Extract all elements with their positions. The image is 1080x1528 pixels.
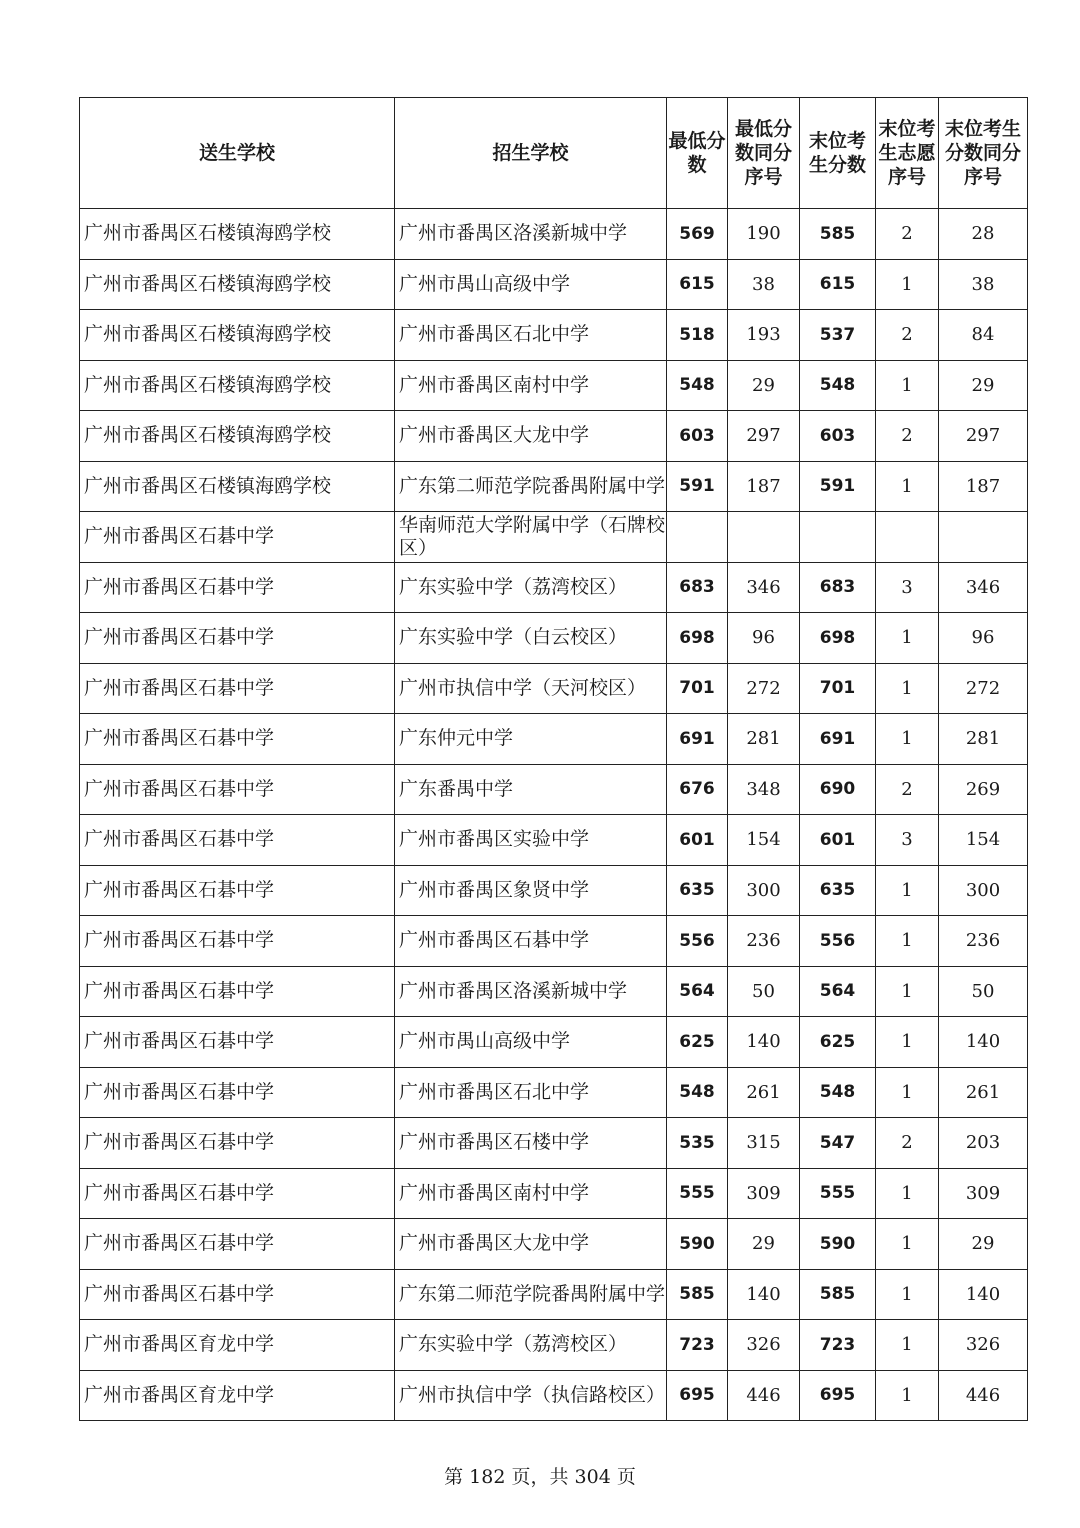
table-row [80, 1219, 1028, 1270]
min-score-cell: 564 [667, 966, 728, 1017]
last-student-score-cell: 698 [800, 613, 876, 664]
min-score-tie-rank-cell: 297 [728, 411, 800, 462]
last-student-choice-cell: 1 [876, 865, 939, 916]
last-student-score-cell: 723 [800, 1320, 876, 1371]
table-row [80, 1118, 1028, 1169]
admitting-school-cell: 广东仲元中学 [395, 714, 667, 765]
sending-school-cell: 广州市番禺区石楼镇海鸥学校 [80, 209, 395, 260]
min-score-cell: 556 [667, 916, 728, 967]
sending-school-cell: 广州市番禺区石碁中学 [80, 1168, 395, 1219]
last-student-tie-rank-cell: 272 [939, 663, 1028, 714]
last-student-choice-cell: 1 [876, 259, 939, 310]
last-student-choice-cell: 3 [876, 815, 939, 866]
last-student-tie-rank-cell: 154 [939, 815, 1028, 866]
min-score-tie-rank-cell: 261 [728, 1067, 800, 1118]
table-header-row [80, 98, 1028, 209]
admitting-school-cell: 广东实验中学（荔湾校区） [395, 1320, 667, 1371]
last-student-tie-rank-cell: 326 [939, 1320, 1028, 1371]
last-student-choice-cell: 1 [876, 1219, 939, 1270]
sending-school-cell: 广州市番禺区石碁中学 [80, 966, 395, 1017]
min-score-tie-rank-cell: 193 [728, 310, 800, 361]
admitting-school-cell: 广州市番禺区洛溪新城中学 [395, 209, 667, 260]
last-student-tie-rank-cell: 236 [939, 916, 1028, 967]
last-student-tie-rank-cell: 38 [939, 259, 1028, 310]
min-score-tie-rank-cell: 187 [728, 461, 800, 512]
min-score-tie-rank-cell: 190 [728, 209, 800, 260]
sending-school-cell: 广州市番禺区石楼镇海鸥学校 [80, 411, 395, 462]
last-student-choice-cell: 3 [876, 562, 939, 613]
admitting-school-cell: 广州市执信中学（执信路校区） [395, 1370, 667, 1421]
last-student-choice-cell: 1 [876, 966, 939, 1017]
min-score-cell: 518 [667, 310, 728, 361]
admitting-school-cell: 广州市番禺区洛溪新城中学 [395, 966, 667, 1017]
sending-school-cell: 广州市番禺区石碁中学 [80, 512, 395, 563]
min-score-cell: 695 [667, 1370, 728, 1421]
min-score-cell: 548 [667, 360, 728, 411]
min-score-cell: 676 [667, 764, 728, 815]
header-min-score-tie-rank: 最低分数同分序号 [728, 98, 800, 209]
min-score-cell: 615 [667, 259, 728, 310]
admitting-school-cell: 广州市番禺区石碁中学 [395, 916, 667, 967]
min-score-cell: 625 [667, 1017, 728, 1068]
last-student-tie-rank-cell: 300 [939, 865, 1028, 916]
min-score-cell: 691 [667, 714, 728, 765]
min-score-cell: 701 [667, 663, 728, 714]
last-student-score-cell: 556 [800, 916, 876, 967]
last-student-tie-rank-cell: 297 [939, 411, 1028, 462]
admission-score-table [79, 97, 1028, 1421]
last-student-score-cell: 591 [800, 461, 876, 512]
admitting-school-cell: 广州市番禺区象贤中学 [395, 865, 667, 916]
sending-school-cell: 广州市番禺区石碁中学 [80, 865, 395, 916]
table-row [80, 411, 1028, 462]
min-score-tie-rank-cell: 236 [728, 916, 800, 967]
min-score-cell: 590 [667, 1219, 728, 1270]
table-row [80, 865, 1028, 916]
last-student-tie-rank-cell: 269 [939, 764, 1028, 815]
last-student-tie-rank-cell [939, 512, 1028, 563]
min-score-tie-rank-cell: 326 [728, 1320, 800, 1371]
table-row [80, 1067, 1028, 1118]
min-score-tie-rank-cell: 346 [728, 562, 800, 613]
admitting-school-cell: 广东实验中学（白云校区） [395, 613, 667, 664]
sending-school-cell: 广州市番禺区石碁中学 [80, 815, 395, 866]
min-score-tie-rank-cell: 281 [728, 714, 800, 765]
min-score-cell: 601 [667, 815, 728, 866]
last-student-score-cell: 547 [800, 1118, 876, 1169]
min-score-cell: 535 [667, 1118, 728, 1169]
last-student-score-cell: 548 [800, 360, 876, 411]
header-min-score: 最低分数 [667, 98, 728, 209]
sending-school-cell: 广州市番禺区育龙中学 [80, 1320, 395, 1371]
admitting-school-cell: 广州市执信中学（天河校区） [395, 663, 667, 714]
sending-school-cell: 广州市番禺区石楼镇海鸥学校 [80, 461, 395, 512]
last-student-choice-cell: 2 [876, 764, 939, 815]
min-score-tie-rank-cell: 446 [728, 1370, 800, 1421]
page-number-footer: 第 182 页，共 304 页 [444, 1466, 636, 1488]
admitting-school-cell: 广东第二师范学院番禺附属中学 [395, 1269, 667, 1320]
last-student-tie-rank-cell: 346 [939, 562, 1028, 613]
admitting-school-cell: 华南师范大学附属中学（石牌校区） [395, 512, 667, 563]
table-row [80, 512, 1028, 563]
last-student-choice-cell: 1 [876, 663, 939, 714]
table-row [80, 613, 1028, 664]
table-row [80, 461, 1028, 512]
min-score-cell: 603 [667, 411, 728, 462]
min-score-tie-rank-cell: 154 [728, 815, 800, 866]
last-student-choice-cell: 2 [876, 209, 939, 260]
admitting-school-cell: 广州市番禺区石北中学 [395, 1067, 667, 1118]
sending-school-cell: 广州市番禺区石碁中学 [80, 613, 395, 664]
last-student-choice-cell: 1 [876, 1370, 939, 1421]
last-student-score-cell: 590 [800, 1219, 876, 1270]
last-student-choice-cell: 1 [876, 916, 939, 967]
last-student-score-cell: 615 [800, 259, 876, 310]
sending-school-cell: 广州市番禺区石碁中学 [80, 1017, 395, 1068]
last-student-choice-cell: 2 [876, 411, 939, 462]
last-student-score-cell: 585 [800, 1269, 876, 1320]
table-row [80, 360, 1028, 411]
header-sending-school: 送生学校 [80, 98, 395, 209]
min-score-tie-rank-cell: 29 [728, 1219, 800, 1270]
min-score-tie-rank-cell: 140 [728, 1017, 800, 1068]
min-score-tie-rank-cell: 272 [728, 663, 800, 714]
last-student-choice-cell: 1 [876, 714, 939, 765]
table-row [80, 1269, 1028, 1320]
min-score-cell: 683 [667, 562, 728, 613]
sending-school-cell: 广州市番禺区石碁中学 [80, 1219, 395, 1270]
min-score-cell [667, 512, 728, 563]
last-student-score-cell: 548 [800, 1067, 876, 1118]
admitting-school-cell: 广州市禺山高级中学 [395, 1017, 667, 1068]
last-student-choice-cell: 1 [876, 1067, 939, 1118]
table-row [80, 663, 1028, 714]
last-student-score-cell: 695 [800, 1370, 876, 1421]
last-student-score-cell: 690 [800, 764, 876, 815]
last-student-score-cell: 625 [800, 1017, 876, 1068]
min-score-tie-rank-cell: 309 [728, 1168, 800, 1219]
last-student-tie-rank-cell: 29 [939, 1219, 1028, 1270]
min-score-tie-rank-cell: 96 [728, 613, 800, 664]
admitting-school-cell: 广东实验中学（荔湾校区） [395, 562, 667, 613]
last-student-score-cell: 601 [800, 815, 876, 866]
last-student-tie-rank-cell: 50 [939, 966, 1028, 1017]
table-row [80, 1017, 1028, 1068]
sending-school-cell: 广州市番禺区育龙中学 [80, 1370, 395, 1421]
min-score-tie-rank-cell: 348 [728, 764, 800, 815]
last-student-choice-cell: 1 [876, 1320, 939, 1371]
last-student-tie-rank-cell: 203 [939, 1118, 1028, 1169]
admitting-school-cell: 广州市番禺区实验中学 [395, 815, 667, 866]
min-score-cell: 585 [667, 1269, 728, 1320]
sending-school-cell: 广州市番禺区石碁中学 [80, 562, 395, 613]
last-student-tie-rank-cell: 140 [939, 1269, 1028, 1320]
sending-school-cell: 广州市番禺区石楼镇海鸥学校 [80, 310, 395, 361]
header-last-student-score: 末位考生分数 [800, 98, 876, 209]
last-student-tie-rank-cell: 29 [939, 360, 1028, 411]
table-row [80, 310, 1028, 361]
last-student-choice-cell: 2 [876, 310, 939, 361]
last-student-score-cell: 555 [800, 1168, 876, 1219]
header-last-student-choice: 末位考生志愿序号 [876, 98, 939, 209]
last-student-tie-rank-cell: 187 [939, 461, 1028, 512]
admitting-school-cell: 广州市番禺区南村中学 [395, 1168, 667, 1219]
min-score-cell: 548 [667, 1067, 728, 1118]
last-student-choice-cell [876, 512, 939, 563]
min-score-cell: 635 [667, 865, 728, 916]
header-last-student-tie-rank: 末位考生分数同分序号 [939, 98, 1028, 209]
last-student-score-cell: 564 [800, 966, 876, 1017]
admitting-school-cell: 广州市番禺区大龙中学 [395, 411, 667, 462]
min-score-tie-rank-cell: 140 [728, 1269, 800, 1320]
last-student-tie-rank-cell: 309 [939, 1168, 1028, 1219]
last-student-tie-rank-cell: 281 [939, 714, 1028, 765]
last-student-choice-cell: 1 [876, 613, 939, 664]
last-student-choice-cell: 1 [876, 360, 939, 411]
admitting-school-cell: 广东第二师范学院番禺附属中学 [395, 461, 667, 512]
sending-school-cell: 广州市番禺区石碁中学 [80, 1269, 395, 1320]
admitting-school-cell: 广州市番禺区石北中学 [395, 310, 667, 361]
min-score-tie-rank-cell: 315 [728, 1118, 800, 1169]
admitting-school-cell: 广州市番禺区南村中学 [395, 360, 667, 411]
last-student-score-cell: 701 [800, 663, 876, 714]
last-student-score-cell: 691 [800, 714, 876, 765]
last-student-choice-cell: 1 [876, 1017, 939, 1068]
min-score-tie-rank-cell [728, 512, 800, 563]
sending-school-cell: 广州市番禺区石碁中学 [80, 916, 395, 967]
sending-school-cell: 广州市番禺区石楼镇海鸥学校 [80, 259, 395, 310]
table-row [80, 815, 1028, 866]
table-row [80, 714, 1028, 765]
last-student-tie-rank-cell: 28 [939, 209, 1028, 260]
last-student-score-cell: 537 [800, 310, 876, 361]
last-student-score-cell [800, 512, 876, 563]
last-student-tie-rank-cell: 261 [939, 1067, 1028, 1118]
min-score-tie-rank-cell: 29 [728, 360, 800, 411]
sending-school-cell: 广州市番禺区石碁中学 [80, 714, 395, 765]
table-row [80, 1370, 1028, 1421]
header-admitting-school: 招生学校 [395, 98, 667, 209]
last-student-choice-cell: 1 [876, 1168, 939, 1219]
admitting-school-cell: 广东番禺中学 [395, 764, 667, 815]
sending-school-cell: 广州市番禺区石碁中学 [80, 1067, 395, 1118]
last-student-score-cell: 683 [800, 562, 876, 613]
last-student-score-cell: 635 [800, 865, 876, 916]
table-row [80, 966, 1028, 1017]
last-student-tie-rank-cell: 446 [939, 1370, 1028, 1421]
min-score-cell: 555 [667, 1168, 728, 1219]
min-score-tie-rank-cell: 50 [728, 966, 800, 1017]
table-row [80, 764, 1028, 815]
last-student-choice-cell: 1 [876, 1269, 939, 1320]
table-row [80, 1320, 1028, 1371]
min-score-tie-rank-cell: 300 [728, 865, 800, 916]
admitting-school-cell: 广州市番禺区大龙中学 [395, 1219, 667, 1270]
last-student-tie-rank-cell: 84 [939, 310, 1028, 361]
last-student-choice-cell: 2 [876, 1118, 939, 1169]
last-student-tie-rank-cell: 96 [939, 613, 1028, 664]
last-student-tie-rank-cell: 140 [939, 1017, 1028, 1068]
last-student-score-cell: 585 [800, 209, 876, 260]
table-row [80, 1168, 1028, 1219]
admitting-school-cell: 广州市禺山高级中学 [395, 259, 667, 310]
min-score-cell: 591 [667, 461, 728, 512]
table-row [80, 562, 1028, 613]
table-row [80, 259, 1028, 310]
min-score-tie-rank-cell: 38 [728, 259, 800, 310]
table-body [80, 209, 1028, 1421]
table-row [80, 916, 1028, 967]
sending-school-cell: 广州市番禺区石碁中学 [80, 764, 395, 815]
admitting-school-cell: 广州市番禺区石楼中学 [395, 1118, 667, 1169]
sending-school-cell: 广州市番禺区石碁中学 [80, 663, 395, 714]
table-row [80, 209, 1028, 260]
sending-school-cell: 广州市番禺区石楼镇海鸥学校 [80, 360, 395, 411]
last-student-score-cell: 603 [800, 411, 876, 462]
min-score-cell: 569 [667, 209, 728, 260]
sending-school-cell: 广州市番禺区石碁中学 [80, 1118, 395, 1169]
min-score-cell: 698 [667, 613, 728, 664]
last-student-choice-cell: 1 [876, 461, 939, 512]
min-score-cell: 723 [667, 1320, 728, 1371]
